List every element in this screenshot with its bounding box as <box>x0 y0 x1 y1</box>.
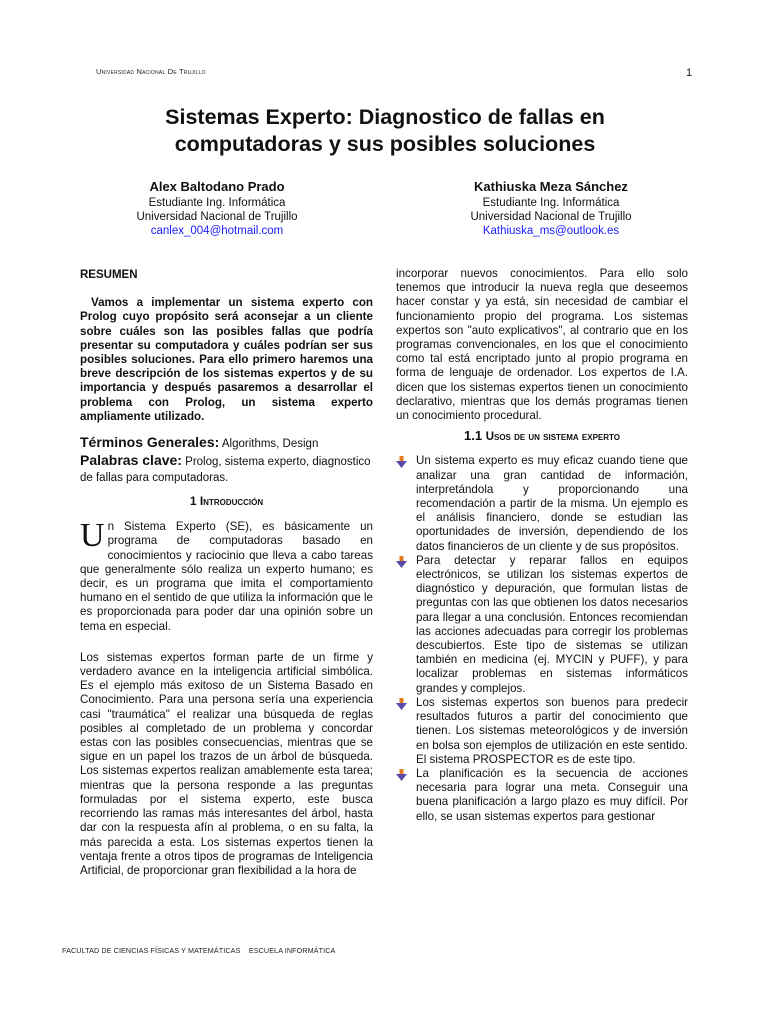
right-column <box>396 267 688 824</box>
paper-title <box>90 104 680 158</box>
abstract-text: Vamos a implementar un sistema experto con Prolog cuyo propósito será aconsejar a un cliente sobre cuáles son las posibles fallas que podría presentar su computadora y cuáles podrían ser sus posibles soluciones. Para ello primero haremos una breve descripción de los sistemas expertos y de su importancia y después pasaremos a desarrollar el problema con Prolog, un sistema experto ampliamente utilizado. <box>80 296 373 423</box>
resumen-heading: RESUMEN <box>80 269 138 281</box>
arrow-down-bullet-icon <box>396 698 407 710</box>
title-line-1: Sistemas Experto: Diagnostico de fallas en <box>165 105 605 129</box>
arrow-down-bullet-icon <box>396 556 407 568</box>
keywords-label: Palabras clave: <box>80 452 182 469</box>
general-terms-label: Términos Generales: <box>80 434 220 451</box>
drop-cap: U <box>80 517 105 555</box>
list-item: Los sistemas expertos son buenos para predecir resultados futuros a partir del conocimiento que tienen. Los sistemas meteorológicos y de inversión en bolsa son ejemplos de utilización en este sentido. El sistema PROSPECTOR es de este tipo. <box>396 696 688 767</box>
author-affiliation: Universidad Nacional de Trujillo <box>136 211 298 223</box>
author-affiliation: Universidad Nacional de Trujillo <box>470 211 632 223</box>
author-block-2 <box>431 180 671 238</box>
usos-list <box>396 454 688 823</box>
author-role: Estudiante Ing. Informática <box>482 197 620 209</box>
keywords-value: Prolog, sistema experto, diagnostico de fallas para computadoras. <box>80 456 371 485</box>
running-header: Universidad Nacional De Trujillo <box>96 67 206 76</box>
general-terms-value: Algorithms, Design <box>219 438 319 451</box>
list-item: La planificación es la secuencia de acciones necesaria para lograr una meta. Conseguir una buena planificación a largo plazo es muy difícil. Por ello, se usan sistemas expertos para gestionar <box>396 767 688 824</box>
left-column <box>80 268 373 878</box>
author-block-1 <box>97 180 337 238</box>
author-email-link[interactable]: canlex_004@hotmail.com <box>150 225 284 237</box>
author-name: Alex Baltodano Prado <box>149 179 285 194</box>
title-line-2: computadoras y sus posibles soluciones <box>174 132 596 156</box>
arrow-down-bullet-icon <box>396 456 407 468</box>
author-role: Estudiante Ing. Informática <box>148 197 286 209</box>
author-email-link[interactable]: Kathiuska_ms@outlook.es <box>482 225 620 237</box>
intro-paragraph-3: incorporar nuevos conocimientos. Para ello solo tenemos que introducir la nueva regla que deseemos hacer constar y ya está, sin necesidad de cambiar el funcionamiento propio del programa. Los sistemas expertos son "auto explicativos", al contrario que en los programas convencionales, en los que el conocimiento como tal está encriptado junto al propio programa en forma de lenguaje de ordenador. Los expertos de I.A. dicen que los sistemas expertos tienen un conocimiento declarativo, mientras que los demás programas tienen un conocimiento procedural. <box>396 267 688 423</box>
page-footer: FACULTAD DE CIENCIAS FÍSICAS Y MATEMÁTICAS ESCUELA INFORMÁTICA <box>62 946 336 955</box>
page-number: 1 <box>686 67 693 79</box>
list-item: Un sistema experto es muy eficaz cuando tiene que analizar una gran cantidad de información, interpretándola y proporcionando una recomendación a partir de la misma. Un ejemplo es el análisis financiero, donde se estudian las oportunidades de inversión, dependiendo de los datos financieros de un cliente y de sus propósitos. <box>396 454 688 553</box>
list-item: Para detectar y reparar fallos en equipos electrónicos, se utilizan los sistemas expertos de diagnóstico y depuración, que formulan listas de preguntas con las que obtienen los datos necesarios para llegar a una conclusión. Entonces recomiendan las acciones adecuadas para corregir los problemas descubiertos. Este tipo de sistemas se utilizan también en medicina (ej. MYCIN y PUFF), y para localizar problemas en sistemas informáticos grandes y complejos. <box>396 554 688 696</box>
intro-paragraph-2: Los sistemas expertos forman parte de un firme y verdadero avance en la inteligencia artificial simbólica. Es el ejemplo más exitoso de un Sistema Basado en Conocimiento. Para una persona sería una experiencia casi "traumática" el realizar una búsqueda de reglas posibles al completado de un problema y concordar estas con las posibles consecuencias, mientras que se sigue en un papel los trazos de un árbol de búsqueda. Los sistemas expertos realizan amablemente esta tarea; mientras que la persona responde a las preguntas formuladas por el sistema experto, este busca recorriendo las ramas más interesantes del árbol, hasta dar con la respuesta afín al problema, o en su falta, la más parecida a esta. Los sistemas expertos tienen la ventaja frente a otros tipos de programas de Inteligencia Artificial, de proporcionar gran flexibilidad a la hora de <box>80 650 373 877</box>
author-name: Kathiuska Meza Sánchez <box>474 179 628 194</box>
intro-heading: 1 Introducción <box>189 494 264 509</box>
arrow-down-bullet-icon <box>396 769 407 781</box>
usos-heading: 1.1 Usos de un sistema experto <box>464 428 620 444</box>
intro-paragraph-1: Un Sistema Experto (SE), es básicamente un programa de computadoras basado en conocimientos y raciocinio que lleva a cabo tareas que generalmente sólo realiza un experto humano; es decir, es un programa que imita el comportamiento humano en el sentido de que utiliza la información que le es proporcionada para poder dar una opinión sobre un tema en especial. <box>80 517 373 633</box>
terms-block <box>80 434 373 486</box>
